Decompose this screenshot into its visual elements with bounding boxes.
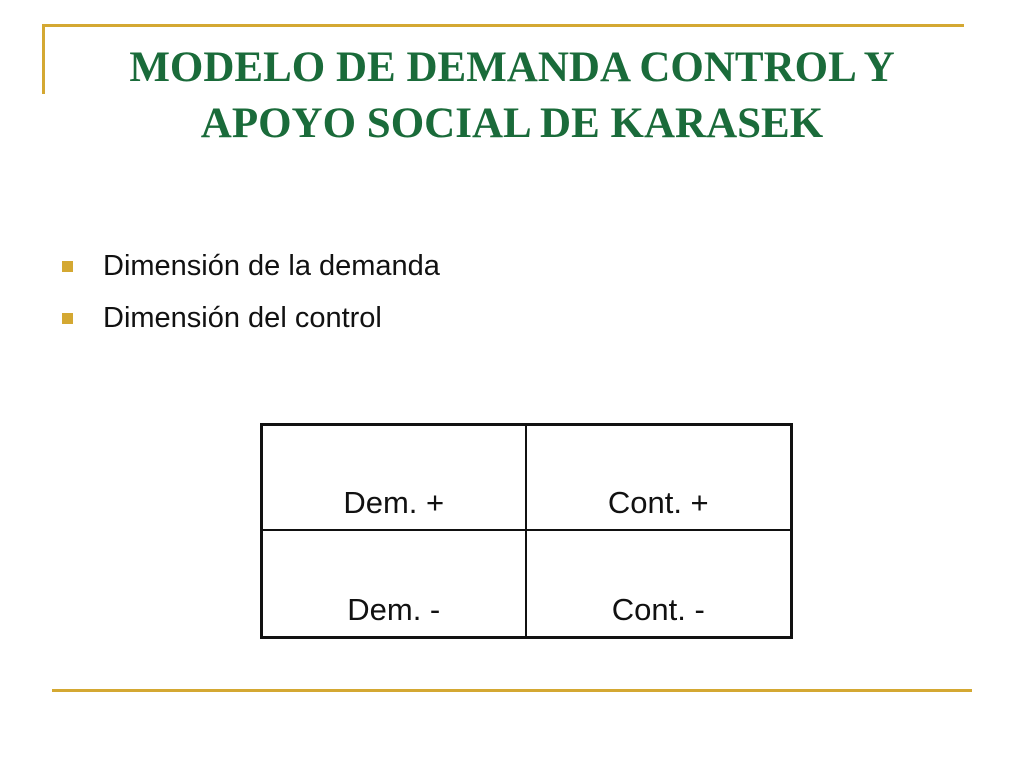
matrix-cell-label: Dem. + — [343, 485, 445, 520]
top-divider — [42, 24, 964, 27]
left-divider — [42, 24, 45, 94]
matrix-cell-dem-minus — [263, 531, 527, 636]
bullet-item-control — [62, 292, 440, 344]
slide-title — [60, 40, 964, 152]
matrix-cell-label: Cont. + — [607, 485, 709, 520]
title-line-1: MODELO DE DEMANDA CONTROL Y — [129, 44, 895, 91]
demand-control-matrix — [260, 423, 793, 639]
matrix-cell-cont-plus — [527, 426, 791, 531]
matrix-cell-label: Dem. - — [347, 592, 441, 627]
square-bullet-icon — [62, 261, 73, 272]
bullet-list — [62, 240, 440, 344]
title-line-2: APOYO SOCIAL DE KARASEK — [200, 100, 824, 147]
square-bullet-icon — [62, 313, 73, 324]
bullet-item-demanda — [62, 240, 440, 292]
bottom-divider — [52, 689, 972, 692]
matrix-cell-label: Cont. - — [611, 592, 705, 627]
bullet-text: Dimensión del control — [103, 301, 382, 334]
matrix-cell-dem-plus — [263, 426, 527, 531]
matrix-cell-cont-minus — [527, 531, 791, 636]
bullet-text: Dimensión de la demanda — [103, 249, 440, 282]
